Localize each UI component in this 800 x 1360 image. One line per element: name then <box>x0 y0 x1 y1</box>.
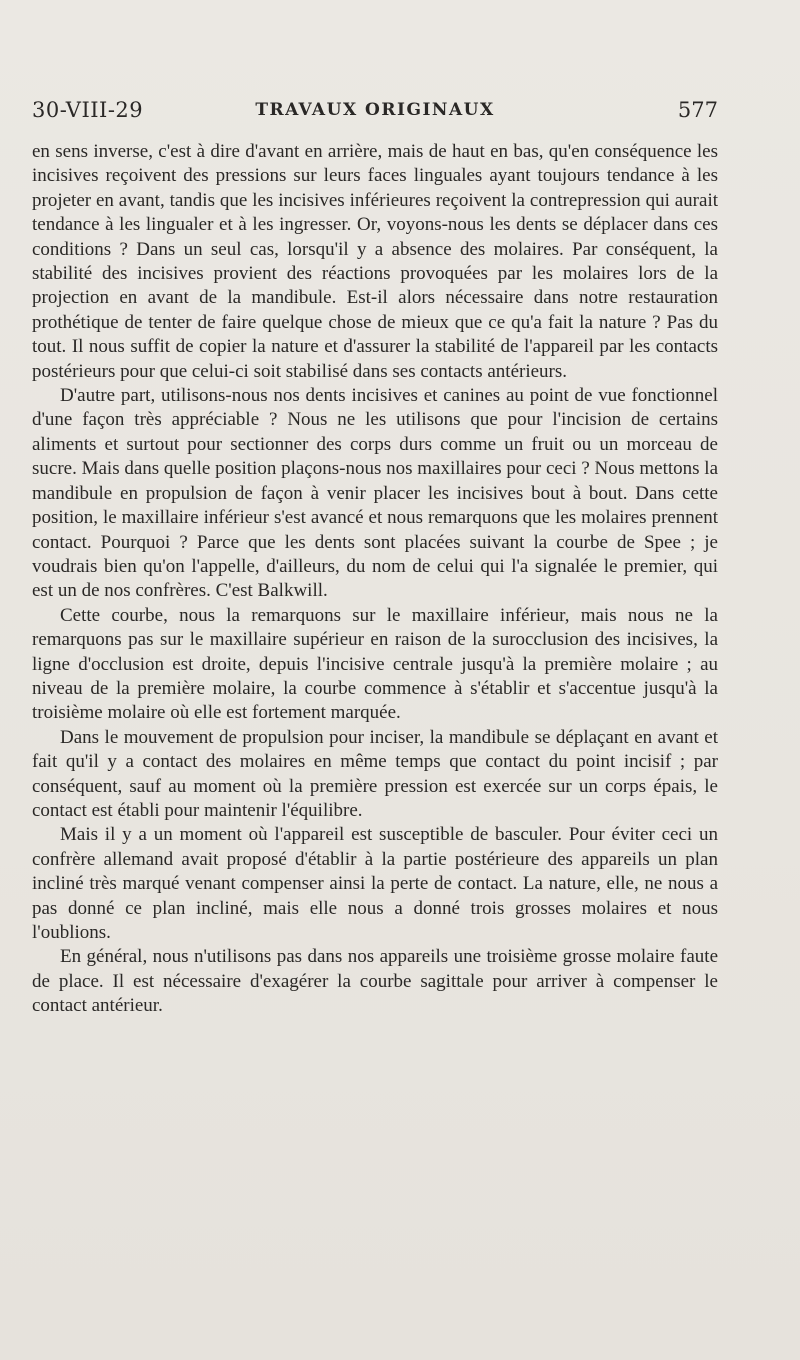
article-body <box>32 140 718 1019</box>
paragraph-2: D'autre part, utilisons-nous nos dents incisives et canines au point de vue fonctionnel d'une façon très appréciable ? Nous ne les utilisons que pour l'incision de certains aliments et surtout pour sectionner des corps durs comme un fruit ou un morceau de sucre. Mais dans quelle position plaçons-nous nos maxillaires pour ceci ? Nous mettons la mandibule en propulsion de façon à venir placer les incisives bout à bout. Dans cette position, le maxillaire inférieur s'est avancé et nous remarquons que les molaires prennent contact. Pourquoi ? Parce que les dents sont placées suivant la courbe de Spee ; je voudrais bien qu'on l'appelle, d'ailleurs, du nom de celui qui l'a signalée le premier, qui est un de nos confrères. C'est Balkwill. <box>32 385 718 602</box>
paragraph-4: Dans le mouvement de propulsion pour inciser, la mandibule se déplaçant en avant et fait qu'il y a contact des molaires en même temps que contact du point incisif ; par conséquent, sauf au moment où la première pression est exercée sur un corps épais, le contact est établi pour maintenir l'équilibre. <box>32 726 718 821</box>
page-number: 577 <box>677 98 718 122</box>
running-head <box>32 98 718 126</box>
paragraph-1: en sens inverse, c'est à dire d'avant en arrière, mais de haut en bas, qu'en conséquence les incisives reçoivent des pressions sur leurs faces linguales ayant toujours tendance à les projeter en avant, tandis que les incisives inférieures reçoivent la contrepression qui aurait tendance à les lingualer et à les ingresser. Or, voyons-nous les dents se déplacer dans ces conditions ? Dans un seul cas, lorsqu'il y a absence des molaires. Par conséquent, la stabilité des incisives provient des réactions provoquées par les molaires lors de la projection en avant de la mandibule. Est-il alors nécessaire dans notre restauration prothétique de tenter de faire quelque chose de mieux que ce qu'a fait la nature ? Pas du tout. Il nous suffit de copier la nature et d'assurer la stabilité de l'appareil par les contacts postérieurs pour que celui-ci soit stabilisé dans ses contacts antérieurs. <box>32 141 718 382</box>
issue-date: 30-VIII-29 <box>32 98 144 122</box>
paragraph-6: En général, nous n'utilisons pas dans nos appareils une troisième grosse molaire faute de place. Il est nécessaire d'exagérer la courbe sagittale pour arriver à compenser le contact antérieur. <box>32 946 718 1017</box>
paragraph-3: Cette courbe, nous la remarquons sur le maxillaire inférieur, mais nous ne la remarquons pas sur le maxillaire supérieur en raison de la surocclusion des incisives, la ligne d'occlusion est droite, depuis l'incisive centrale jusqu'à la première molaire ; au niveau de la première molaire, la courbe commence à s'établir et s'accentue jusqu'à la troisième molaire où elle est fortement marquée. <box>32 604 718 724</box>
paragraph-5: Mais il y a un moment où l'appareil est susceptible de basculer. Pour éviter ceci un confrère allemand avait proposé d'établir à la partie postérieure des appareils un plan incliné très marqué venant compenser ainsi la perte de contact. La nature, elle, ne nous a pas donné ce plan incliné, mais elle nous a donné trois grosses molaires et nous l'oublions. <box>32 824 718 943</box>
section-title: TRAVAUX ORIGINAUX <box>255 100 495 120</box>
